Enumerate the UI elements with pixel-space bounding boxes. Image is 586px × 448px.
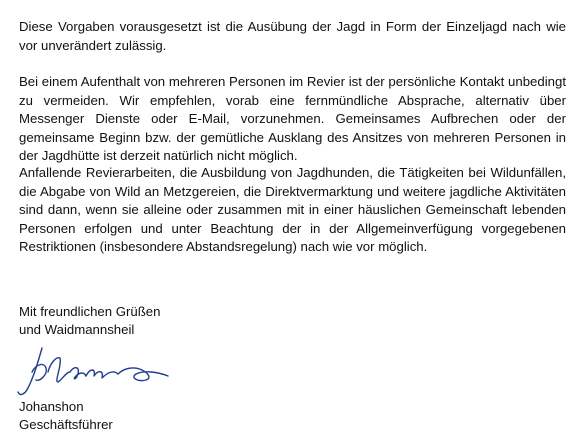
closing-greeting: Mit freundlichen Grüßen <box>19 304 161 319</box>
paragraph-contact-avoidance: Bei einem Aufenthalt von mehreren Personen im Revier ist der persönliche Kontakt unbedingt zu vermeiden. Wir empfehlen, vorab eine fernmündliche Absprache, alternativ über Messenger Dienste oder E-Mail, vorzunehmen. Gemeinsames Aufbrechen oder der gemeinsame Beginn bzw. der gemütliche Ausklang des Ansitzes von mehreren Personen in der Jagdhütte ist derzeit natürlich nicht möglich. <box>19 74 566 163</box>
signer-title: Geschäftsführer <box>19 417 113 432</box>
signer-name: Johanshon <box>19 399 84 414</box>
paragraph-hunting-permitted: Diese Vorgaben vorausgesetzt ist die Ausübung der Jagd in Form der Einzeljagd nach wie vor unverändert zulässig. <box>19 19 566 53</box>
closing-salutation: und Waidmannsheil <box>19 322 135 337</box>
handwritten-signature <box>14 342 174 406</box>
paragraph-permitted-activities: Anfallende Revierarbeiten, die Ausbildung von Jagdhunden, die Tätigkeiten bei Wildunfällen, die Abgabe von Wild an Metzgereien, die Direktvermarktung und weitere jagdliche Aktivitäten sind dann, wenn sie alleine oder zusammen mit in einer häuslichen Gemeinschaft lebenden Personen erfolgen und unter Beachtung der in der Allgemeinverfügung vorgegebenen Restriktionen (insbesondere Abstandsregelung) nach wie vor möglich. <box>19 165 566 254</box>
